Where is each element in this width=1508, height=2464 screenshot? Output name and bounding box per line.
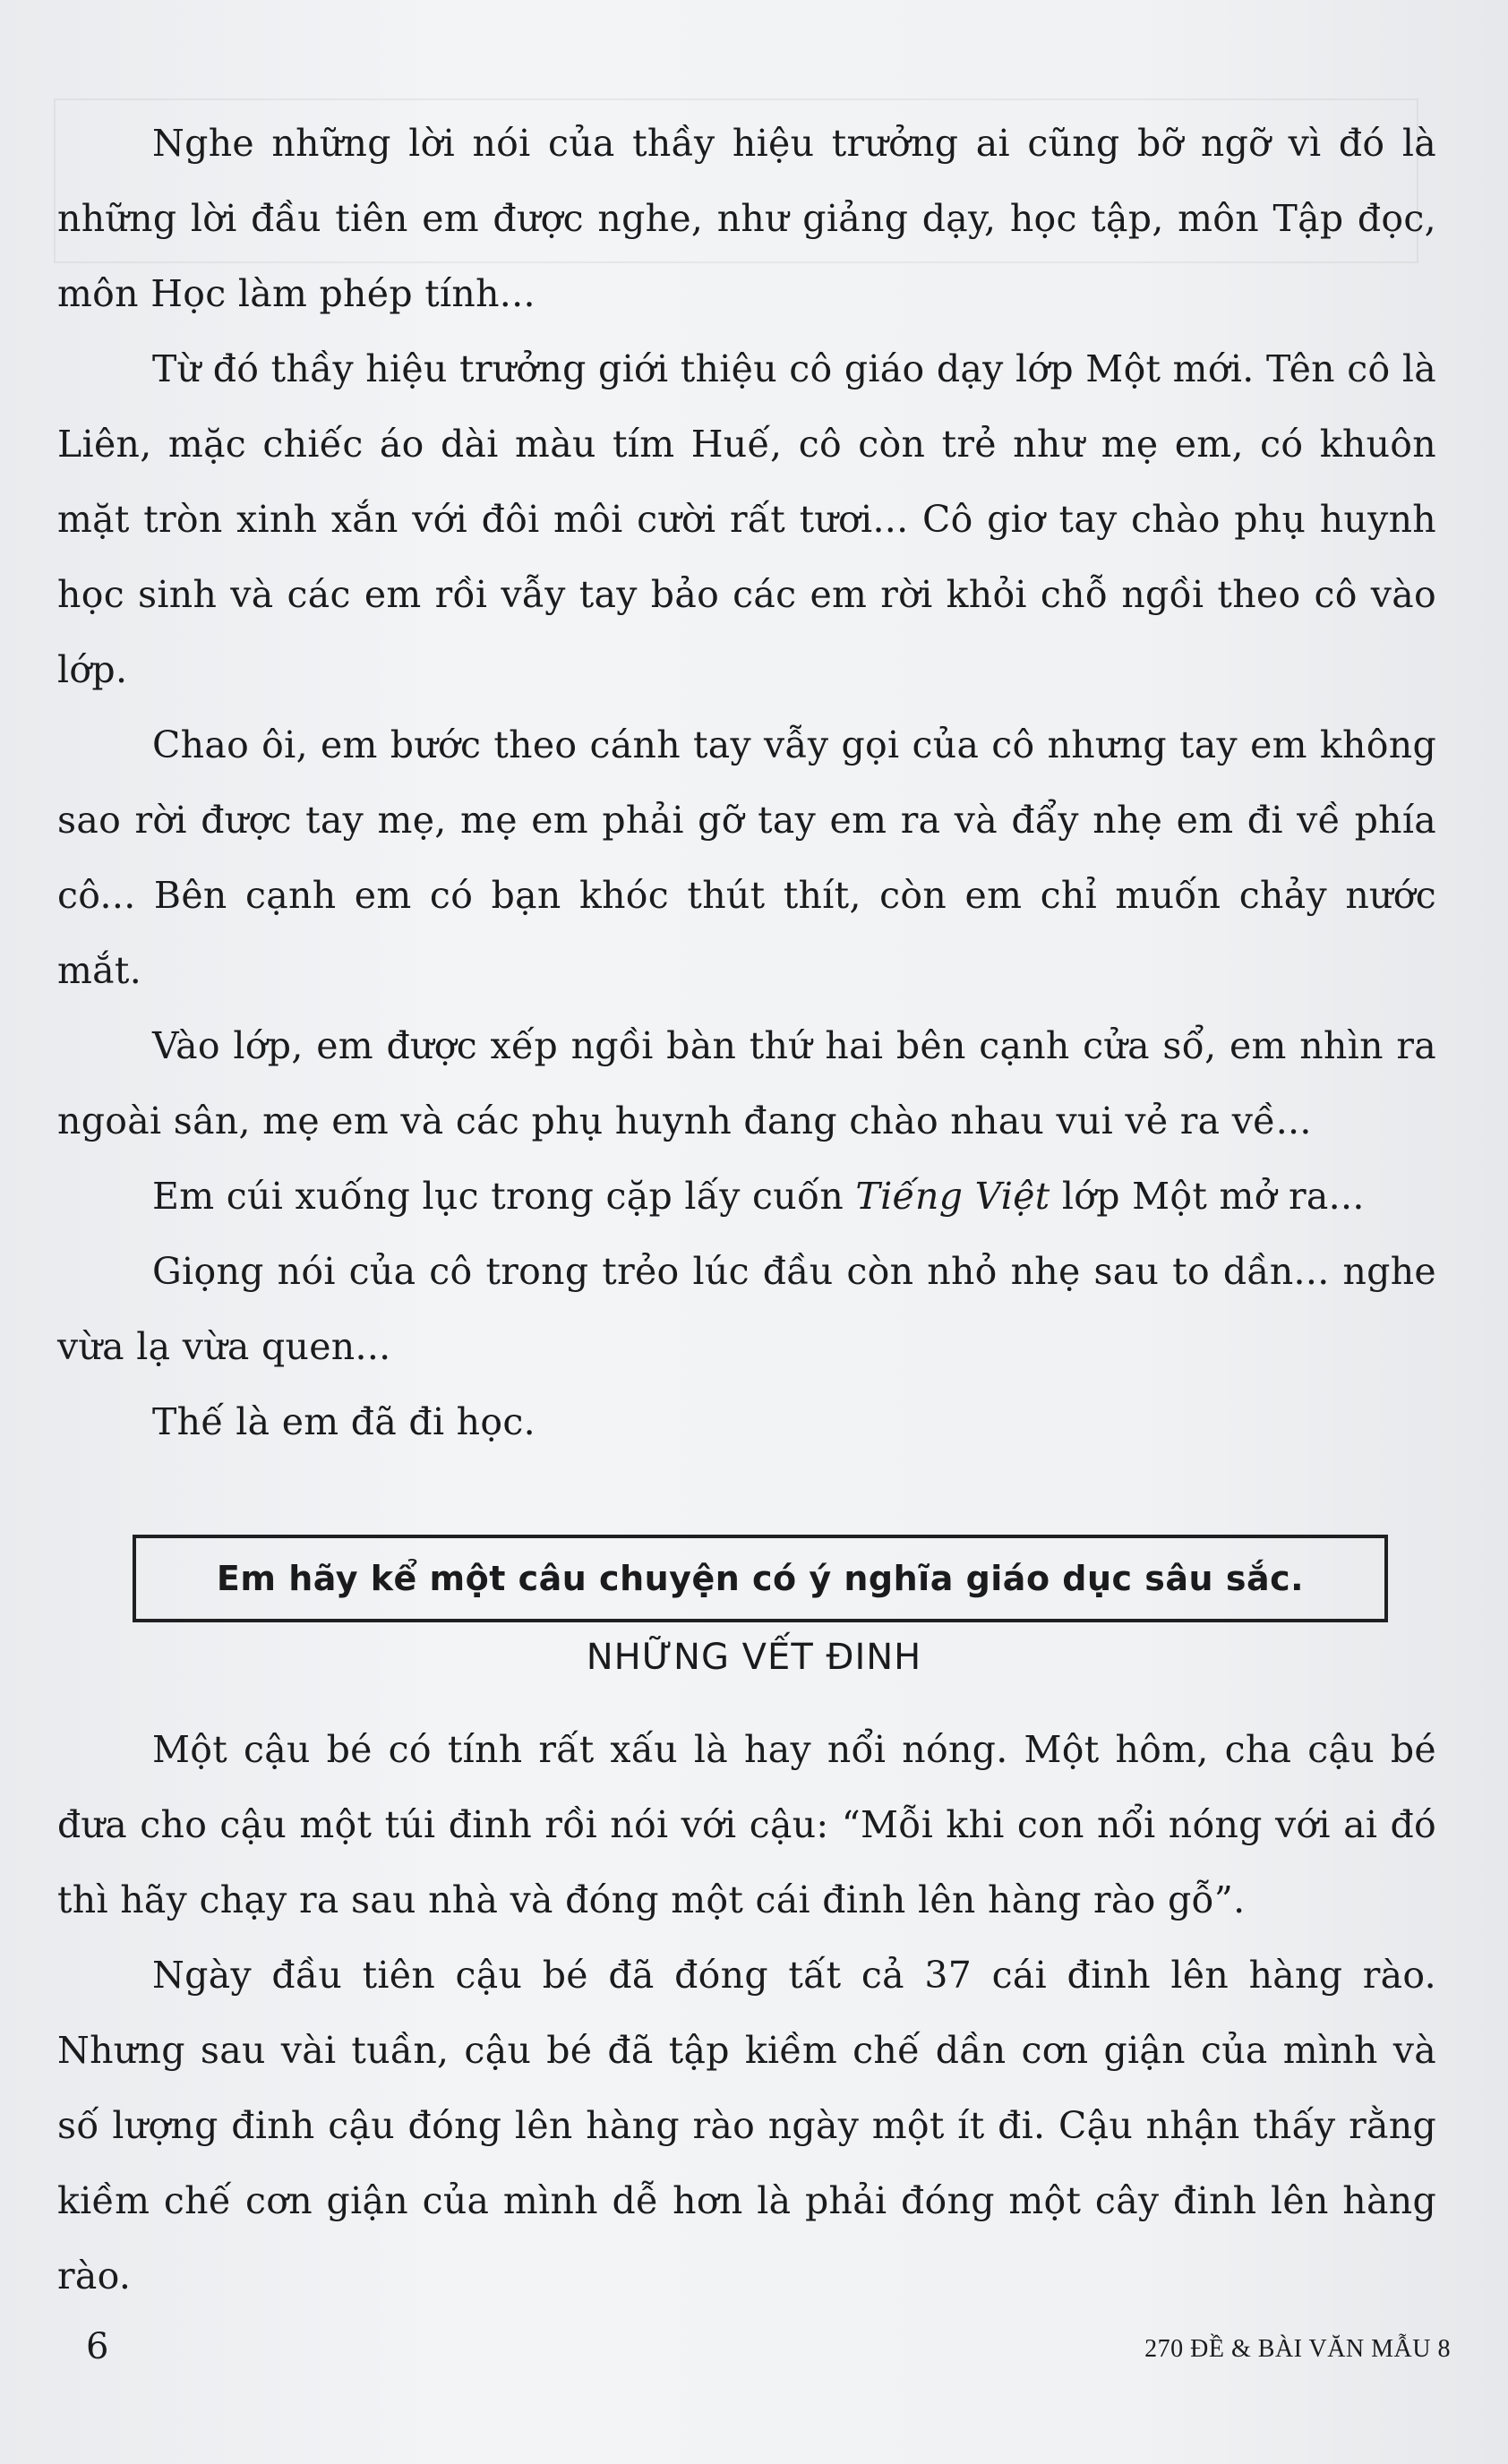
essay-paragraph-4: Vào lớp, em được xếp ngồi bàn thứ hai bên cạnh cửa sổ, em nhìn ra ngoài sân, mẹ em và các phụ huynh đang chào nhau vui vẻ ra về... bbox=[57, 1024, 1436, 1142]
prompt-box bbox=[133, 1535, 1388, 1622]
essay-paragraph-3: Chao ôi, em bước theo cánh tay vẫy gọi của cô nhưng tay em không sao rời được tay mẹ, mẹ em phải gỡ tay em ra và đẩy nhẹ em đi về phía cô... Bên cạnh em có bạn khóc thút thít, còn em chỉ muốn chảy nước mắt. bbox=[57, 723, 1436, 992]
essay-closing: Thế là em đã đi học. bbox=[152, 1400, 536, 1443]
book-title-italic: Tiếng Việt bbox=[855, 1175, 1050, 1218]
running-footer-title: 270 ĐỀ & BÀI VĂN MẪU 8 bbox=[1144, 2335, 1451, 2363]
book-sentence-before: Em cúi xuống lục trong cặp lấy cuốn bbox=[152, 1175, 856, 1218]
story-body bbox=[57, 1712, 1436, 2314]
prompt-text: Em hãy kể một câu chuyện có ý nghĩa giáo dục sâu sắc. bbox=[216, 1559, 1305, 1598]
story-paragraph-1: Một cậu bé có tính rất xấu là hay nổi nóng. Một hôm, cha cậu bé đưa cho cậu một túi đinh rồi nói với cậu: “Mỗi khi con nổi nóng với ai đó thì hãy chạy ra sau nhà và đóng một cái đinh lên hàng rào gỗ”. bbox=[57, 1728, 1436, 1921]
essay-paragraph-voice: Giọng nói của cô trong trẻo lúc đầu còn nhỏ nhẹ sau to dần... nghe vừa lạ vừa quen... bbox=[57, 1250, 1436, 1368]
essay-continuation bbox=[57, 106, 1436, 1459]
story-paragraph-2: Ngày đầu tiên cậu bé đã đóng tất cả 37 cái đinh lên hàng rào. Nhưng sau vài tuần, cậu bé đã tập kiềm chế dần cơn giận của mình và số lượng đinh cậu đóng lên hàng rào ngày một ít đi. Cậu nhận thấy rằng kiềm chế cơn giận của mình dễ hơn là phải đóng một cây đinh lên hàng rào. bbox=[57, 1954, 1436, 2297]
page-number: 6 bbox=[86, 2326, 109, 2367]
story-title: NHỮNG VẾT ĐINH bbox=[586, 1637, 922, 1678]
essay-paragraph-2: Từ đó thầy hiệu trưởng giới thiệu cô giáo dạy lớp Một mới. Tên cô là Liên, mặc chiếc áo dài màu tím Huế, cô còn trẻ như mẹ em, có khuôn mặt tròn xinh xắn với đôi môi cười rất tươi... Cô giơ tay chào phụ huynh học sinh và các em rồi vẫy tay bảo các em rời khỏi chỗ ngồi theo cô vào lớp. bbox=[57, 347, 1436, 691]
book-sentence-after: lớp Một mở ra... bbox=[1050, 1175, 1365, 1218]
essay-paragraph-book bbox=[57, 1159, 1436, 1234]
essay-paragraph-1: Nghe những lời nói của thầy hiệu trưởng ai cũng bỡ ngỡ vì đó là những lời đầu tiên em được nghe, như giảng dạy, học tập, môn Tập đọc, môn Học làm phép tính... bbox=[57, 122, 1436, 315]
